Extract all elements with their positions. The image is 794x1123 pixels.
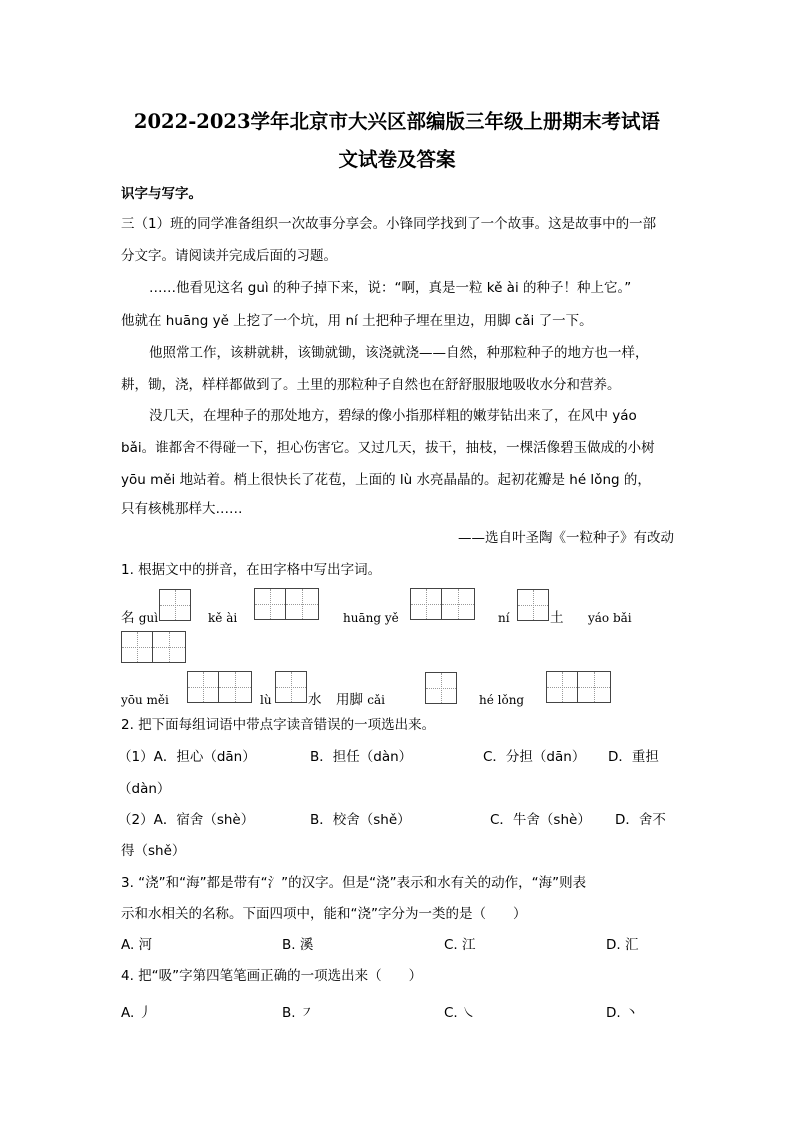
passage-line: 他就在 huāng yě 上挖了一个坑，用 ní 土把种子埋在里边，用脚 cǎi 了一下。 xyxy=(121,313,593,329)
q2-g1-d: D．重担 xyxy=(608,749,659,765)
grid-yaobai[interactable] xyxy=(121,631,186,663)
intro-line: 分文字。请阅读并完成后面的习题。 xyxy=(121,248,337,264)
q2-g2-d-cont: 得（shě） xyxy=(121,843,186,859)
pinyin-ni: ní xyxy=(498,611,510,625)
grid-youmei[interactable] xyxy=(187,671,252,703)
q4-option-c[interactable]: C. ㇏ xyxy=(444,1005,476,1021)
q1-label-gui xyxy=(121,608,158,628)
gui-prefix: 名 xyxy=(121,610,135,626)
grid-ni[interactable] xyxy=(517,589,549,621)
grid-lu[interactable] xyxy=(275,671,307,703)
grid-gui[interactable] xyxy=(159,589,191,621)
pinyin-yaobai: yáo bǎi xyxy=(588,611,632,625)
q2-g1-d-cont: （dàn） xyxy=(118,781,171,797)
ni-suffix: 土 xyxy=(550,610,564,626)
cai-label xyxy=(336,690,385,710)
pinyin-lu: lù xyxy=(260,693,272,707)
pinyin-youmei: yōu měi xyxy=(121,693,169,707)
q2-g2-d: D．舍不 xyxy=(615,812,666,828)
pinyin-helong: hé lǒng xyxy=(479,693,525,707)
source-citation: ——选自叶圣陶《一粒种子》有改动 xyxy=(458,530,674,546)
passage-line: yōu měi 地站着。梢上很快长了花苞，上面的 lù 水亮晶晶的。起初花瓣是 hé lǒng 的， xyxy=(121,472,651,488)
grid-keai[interactable] xyxy=(254,588,319,620)
pinyin-keai: kě ài xyxy=(208,611,238,625)
q2-g2-c: C．牛舍（shè） xyxy=(490,812,591,828)
pinyin-cai: cǎi xyxy=(367,693,386,707)
q2-g2-a: （2）A．宿舍（shè） xyxy=(118,812,255,828)
passage-line: 没几天，在埋种子的那处地方，碧绿的像小指那样粗的嫩芽钻出来了，在风中 yáo xyxy=(149,408,637,424)
intro-line: 三（1）班的同学准备组织一次故事分享会。小锋同学找到了一个故事。这是故事中的一部 xyxy=(121,216,657,232)
q2-g1-b: B．担任（dàn） xyxy=(310,749,413,765)
q4-prompt: 4. 把“吸”字第四笔笔画正确的一项选出来（ ） xyxy=(121,968,423,984)
q2-g1-c: C．分担（dān） xyxy=(483,749,586,765)
q3-option-a[interactable]: A. 河 xyxy=(121,937,153,953)
q3-line: 示和水相关的名称。下面四项中，能和“浇”字分为一类的是（ ） xyxy=(121,906,527,922)
q2-g1-a: （1）A．担心（dān） xyxy=(118,749,256,765)
cai-prefix: 用脚 xyxy=(336,692,363,708)
q3-option-b[interactable]: B. 溪 xyxy=(282,937,314,953)
q1-prompt: 1. 根据文中的拼音，在田字格中写出字词。 xyxy=(121,562,382,578)
q4-option-a[interactable]: A. 丿 xyxy=(121,1005,153,1021)
grid-helong[interactable] xyxy=(546,671,611,703)
passage-line: bǎi。谁都舍不得碰一下，担心伤害它。又过几天，拔干，抽枝，一棵活像碧玉做成的小树 xyxy=(121,440,655,456)
title-line-1: 2022-2023学年北京市大兴区部编版三年级上册期末考试语 xyxy=(133,110,661,133)
passage-line: 他照常工作，该耕就耕，该锄就锄，该浇就浇——自然，种那粒种子的地方也一样， xyxy=(149,345,649,361)
passage-line: 耕，锄，浇，样样都做到了。土里的那粒种子自然也在舒舒服服地吸收水分和营养。 xyxy=(121,377,621,393)
section-heading: 识字与写字。 xyxy=(121,186,202,202)
q3-option-c[interactable]: C. 江 xyxy=(444,937,476,953)
q4-option-b[interactable]: B. ㇇ xyxy=(282,1005,314,1021)
q2-g2-b: B．校舍（shě） xyxy=(310,812,411,828)
title-line-2: 文试卷及答案 xyxy=(338,148,456,171)
grid-cai[interactable] xyxy=(425,672,457,704)
q2-prompt: 2. 把下面每组词语中带点字读音错误的一项选出来。 xyxy=(121,717,436,733)
grid-huangye[interactable] xyxy=(410,588,475,620)
q3-line: 3. “浇”和“海”都是带有“氵”的汉字。但是“浇”表示和水有关的动作，“海”则表 xyxy=(121,875,587,891)
passage-line: ……他看见这名 guì 的种子掉下来，说：“啊，真是一粒 kě ài 的种子！种上它。” xyxy=(149,280,632,296)
lu-suffix: 水 xyxy=(308,692,322,708)
q4-option-d[interactable]: D. 丶 xyxy=(606,1005,639,1021)
pinyin-gui: guì xyxy=(138,611,159,625)
pinyin-huangye: huāng yě xyxy=(343,611,399,625)
q3-option-d[interactable]: D. 汇 xyxy=(606,937,639,953)
passage-line: 只有核桃那样大…… xyxy=(121,501,243,517)
